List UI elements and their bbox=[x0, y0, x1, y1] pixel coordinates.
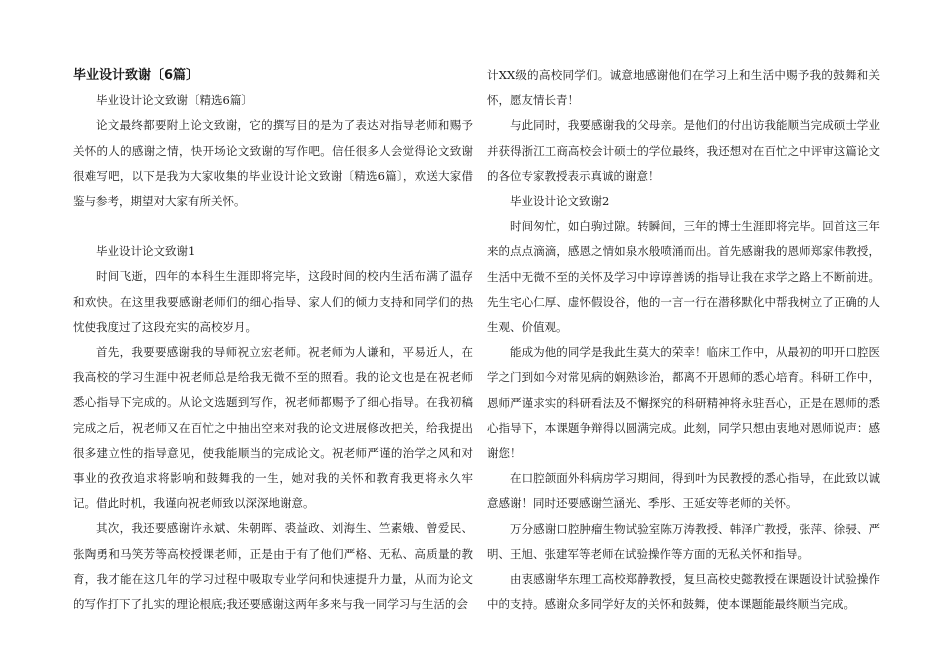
paragraph: 在口腔颌面外科病房学习期间，得到叶为民教授的悉心指导，在此致以诚意感谢！同时还要感谢竺涵光、季彤、王延安等老师的关怀。 bbox=[487, 471, 880, 511]
paragraph: 与此同时，我要感谢我的父母亲。是他们的付出访我能顺当完成硕士学业并获得浙江工商高校会计硕士的学位最终，我还想对在百忙之中评审这篇论文的各位专家教授表示真诚的谢意！ bbox=[487, 118, 880, 183]
paragraph-continued: 计XX级的高校同学们。诚意地感谢他们在学习上和生活中赐予我的鼓舞和关怀，愿友情长青！ bbox=[487, 68, 880, 108]
paragraph: 时间飞逝，四年的本科生生涯即将完毕，这段时间的校内生活布满了温存和欢快。在这里我要感谢老师们的细心指导、家人们的倾力支持和同学们的热忱使我度过了这段充实的高校岁月。 bbox=[73, 269, 473, 334]
paragraph: 能成为他的同学是我此生莫大的荣幸！临床工作中，从最初的叩开口腔医学之门到如今对常见病的娴熟诊治，都离不开恩师的悉心培育。科研工作中，恩师严谨求实的科研看法及不懈探究的科研精神将永驻吾心，正是在恩师的悉心指导下，本课题争辩得以圆满完成。此刻，同学只想由衷地对恩师说声：感谢您！ bbox=[487, 345, 880, 461]
document-title: 毕业设计致谢〔6篇〕 bbox=[73, 68, 200, 83]
paragraph: 时间匆忙，如白驹过隙。转瞬间，三年的博士生涯即将完毕。回首这三年来的点点滴滴，感恩之情如泉水般喷涌而出。首先感谢我的恩师郑家伟教授，生活中无微不至的关怀及学习中谆谆善诱的指导让我在求学之路上不断前进。先生宅心仁厚、虚怀假设谷，他的一言一行在潜移默化中帮我树立了正确的人生观、价值观。 bbox=[487, 219, 880, 335]
intro-paragraph: 论文最终都要附上论文致谢，它的撰写目的是为了表达对指导老师和赐予关怀的人的感谢之情，快开场论文致谢的写作吧。信任很多人会觉得论文致谢很难写吧，以下是我为大家收集的毕业设计论文致谢〔精选6篇〕，欢送大家借鉴与参考，期望对大家有所关怀。 bbox=[73, 118, 473, 209]
paragraph: 首先，我要要感谢我的导师祝立宏老师。祝老师为人谦和，平易近人，在我高校的学习生涯中祝老师总是给我无微不至的照看。我的论文也是在祝老师悉心指导下完成的。从论文选题到写作，祝老师都赐予了细心指导。在我初稿完成之后，祝老师又在百忙之中抽出空来对我的论文进展修改把关，给我提出很多建立性的指导意见，使我能顺当的完成论文。祝老师严谨的治学之风和对事业的孜孜追求将影响和鼓舞我的一生，她对我的关怀和教育我更将永久牢记。借此时机，我谨向祝老师致以深深地谢意。 bbox=[73, 345, 473, 511]
paragraph: 由衷感谢华东理工高校郑静教授，复旦高校史懿教授在课题设计试验操作中的支持。感谢众多同学好友的关怀和鼓舞，使本课题能最终顺当完成。 bbox=[487, 572, 880, 612]
paragraph: 其次，我还要感谢许永斌、朱朝晖、裘益政、刘海生、竺素娥、曾爱民、张陶勇和马笑芳等高校授课老师，正是由于有了他们严格、无私、高质量的教育，我才能在这几年的学习过程中吸取专业学问和快速提升力量，从而为论文的写作打下了扎实的理论根底;我还要感谢这两年多来与我一同学习与生活的会 bbox=[73, 521, 473, 612]
section-heading-1: 毕业设计论文致谢1 bbox=[96, 244, 196, 259]
right-column bbox=[487, 63, 880, 617]
section-heading-2: 毕业设计论文致谢2 bbox=[510, 194, 610, 209]
blank-line bbox=[73, 214, 473, 239]
paragraph: 万分感谢口腔肿瘤生物试验室陈万涛教授、韩泽广教授，张萍、徐骎、严明、王旭、张建军等老师在试验操作等方面的无私关怀和指导。 bbox=[487, 521, 880, 561]
subtitle: 毕业设计论文致谢〔精选6篇〕 bbox=[96, 93, 253, 108]
left-column bbox=[73, 63, 473, 617]
